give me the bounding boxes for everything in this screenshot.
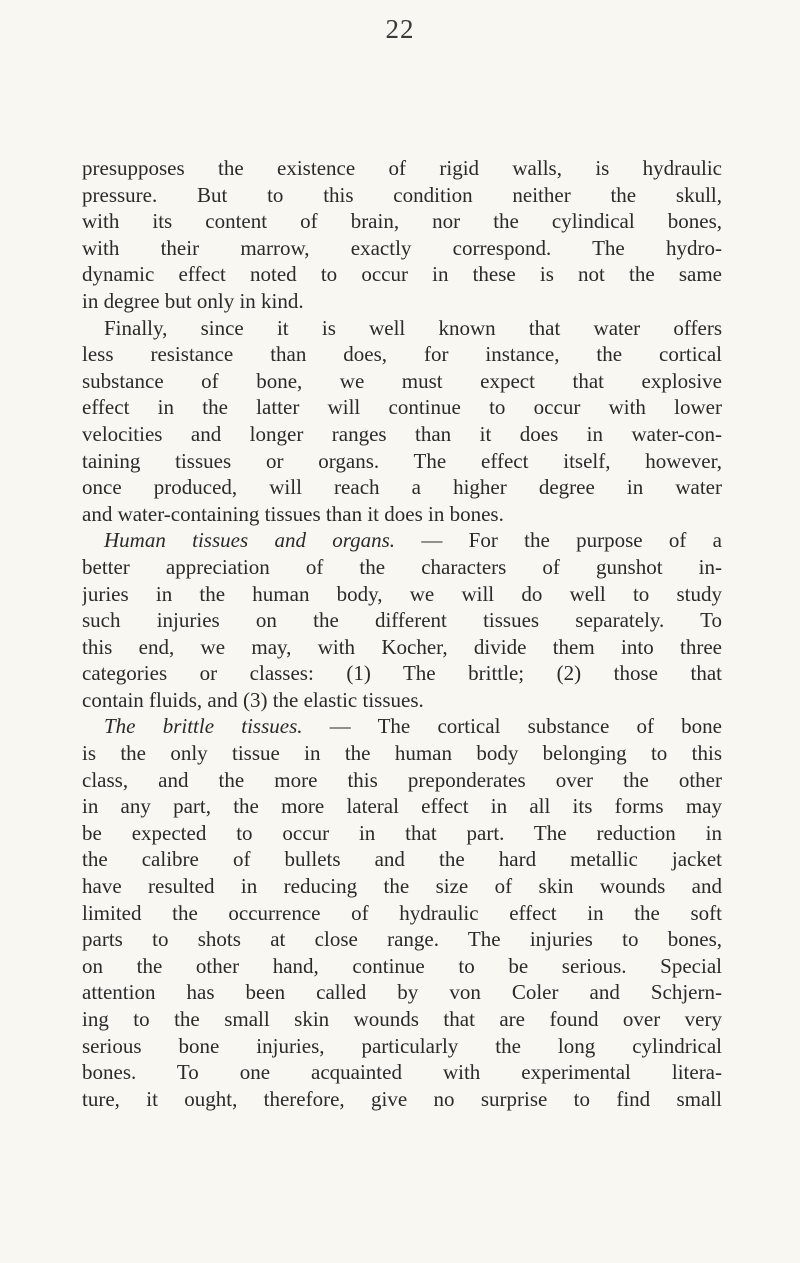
page-number: 22	[385, 14, 415, 44]
text-line-rest: — The cortical substance of bone	[302, 714, 722, 739]
text-line: ing to the small skin wounds that are found over very	[82, 1007, 722, 1031]
text-line: in any part, the more lateral effect in all its forms may	[82, 794, 722, 819]
section-heading-brittle-tissues: The brittle tissues.	[104, 714, 303, 739]
text-line: attention has been called by von Coler and Schjern-	[82, 980, 722, 1005]
text-line	[82, 527, 722, 554]
text-line: parts to shots at close range. The injuries to bones,	[82, 927, 722, 952]
text-line: presupposes the existence of rigid walls, is hydraulic	[82, 156, 722, 180]
text-line: dynamic effect noted to occur in these is not the same	[82, 262, 722, 287]
text-line: such injuries on the different tissues separately. To	[82, 608, 722, 633]
section-heading-human-tissues: Human tissues and organs.	[104, 528, 396, 553]
text-line: contain fluids, and (3) the elastic tissues.	[82, 687, 424, 712]
text-line: ture, it ought, therefore, give no surprise to find small	[82, 1086, 722, 1111]
body-text	[82, 155, 722, 1112]
text-line: pressure. But to this condition neither the skull,	[82, 182, 722, 207]
text-line: in degree but only in kind.	[82, 288, 304, 313]
text-line: less resistance than does, for instance, the cortical	[82, 342, 722, 367]
text-line: be expected to occur in that part. The reduction in	[82, 820, 722, 845]
text-line: effect in the latter will continue to occur with lower	[82, 395, 722, 420]
text-line: have resulted in reducing the size of skin wounds and	[82, 874, 722, 899]
text-line: with their marrow, exactly correspond. The hydro-	[82, 235, 722, 260]
text-line: categories or classes: (1) The brittle; (2) those that	[82, 661, 722, 686]
text-line: with its content of brain, nor the cylindical bones,	[82, 209, 722, 234]
text-line: class, and the more this preponderates over the other	[82, 767, 722, 792]
text-line: the calibre of bullets and the hard metallic jacket	[82, 847, 722, 872]
text-line: is the only tissue in the human body belonging to this	[82, 741, 722, 766]
text-line-rest: — For the purpose of a	[395, 528, 722, 553]
text-line: Finally, since it is well known that water offers	[104, 315, 722, 340]
text-line: velocities and longer ranges than it does in water-con-	[82, 421, 722, 446]
text-line: and water-containing tissues than it does in bones.	[82, 501, 504, 526]
text-line: once produced, will reach a higher degree in water	[82, 475, 722, 500]
text-line: better appreciation of the characters of gunshot in-	[82, 554, 722, 579]
text-line: substance of bone, we must expect that explosive	[82, 368, 722, 393]
text-line: limited the occurrence of hydraulic effect in the soft	[82, 900, 722, 925]
text-line: this end, we may, with Kocher, divide them into three	[82, 634, 722, 659]
text-line: on the other hand, continue to be serious. Special	[82, 953, 722, 978]
text-line	[82, 713, 722, 740]
text-line: bones. To one acquainted with experimental litera-	[82, 1060, 722, 1085]
text-line: serious bone injuries, particularly the long cylindrical	[82, 1033, 722, 1058]
text-line: taining tissues or organs. The effect itself, however,	[82, 448, 722, 473]
text-line: juries in the human body, we will do well to study	[82, 581, 722, 606]
